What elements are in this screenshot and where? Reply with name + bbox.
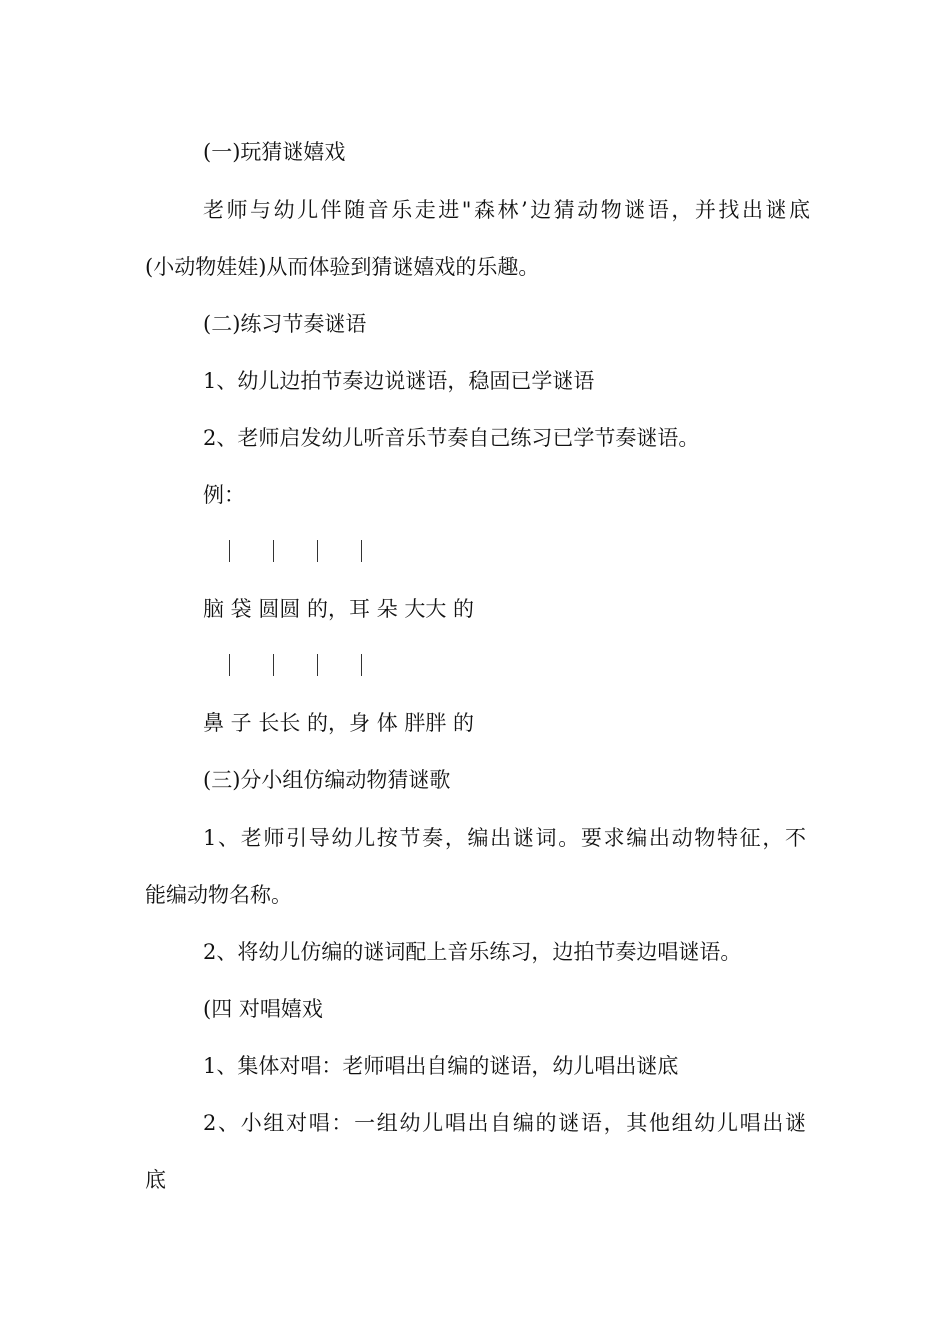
rhyme-line-2: 鼻 子 长长 的，身 体 胖胖 的 [203,711,475,735]
rhythm-bar [317,540,318,562]
rhythm-marks-1 [203,537,803,567]
section-3-item-2: 2、将幼儿仿编的谜词配上音乐练习，边拍节奏边唱谜语。 [203,940,742,964]
section-4-item-2-line-2: 底 [145,1168,166,1192]
section-4-heading: (四 对唱嬉戏 [203,997,323,1021]
section-2-heading: (二)练习节奏谜语 [203,312,367,336]
rhyme-line-1: 脑 袋 圆圆 的，耳 朵 大大 的 [203,597,475,621]
rhythm-marks-2 [203,651,803,681]
section-2-item-1: 1、幼儿边拍节奏边说谜语，稳固已学谜语 [203,369,595,393]
section-1-heading: (一)玩猜谜嬉戏 [203,140,346,164]
rhythm-bar [229,540,230,562]
section-4-item-1: 1、集体对唱：老师唱出自编的谜语，幼儿唱出谜底 [203,1054,679,1078]
section-1-paragraph-line-2: (小动物娃娃)从而体验到猜谜嬉戏的乐趣。 [145,255,540,279]
section-2-item-2: 2、老师启发幼儿听音乐节奏自己练习已学节奏谜语。 [203,426,700,450]
example-label: 例： [203,483,245,507]
section-4-item-2-line-1: 2、小组对唱：一组幼儿唱出自编的谜语，其他组幼儿唱出谜 [203,1111,806,1135]
section-3-heading: (三)分小组仿编动物猜谜歌 [203,768,451,792]
rhythm-bar [361,540,362,562]
section-3-item-1-line-2: 能编动物名称。 [145,883,292,907]
rhythm-bar [273,540,274,562]
section-3-item-1-line-1: 1、老师引导幼儿按节奏，编出谜词。要求编出动物特征，不 [203,826,806,850]
rhythm-bar [361,654,362,676]
rhythm-bar [229,654,230,676]
rhythm-bar [317,654,318,676]
rhythm-bar [273,654,274,676]
section-1-paragraph-line-1: 老师与幼儿伴随音乐走进"森林’边猜动物谜语，并找出谜底 [203,198,810,222]
